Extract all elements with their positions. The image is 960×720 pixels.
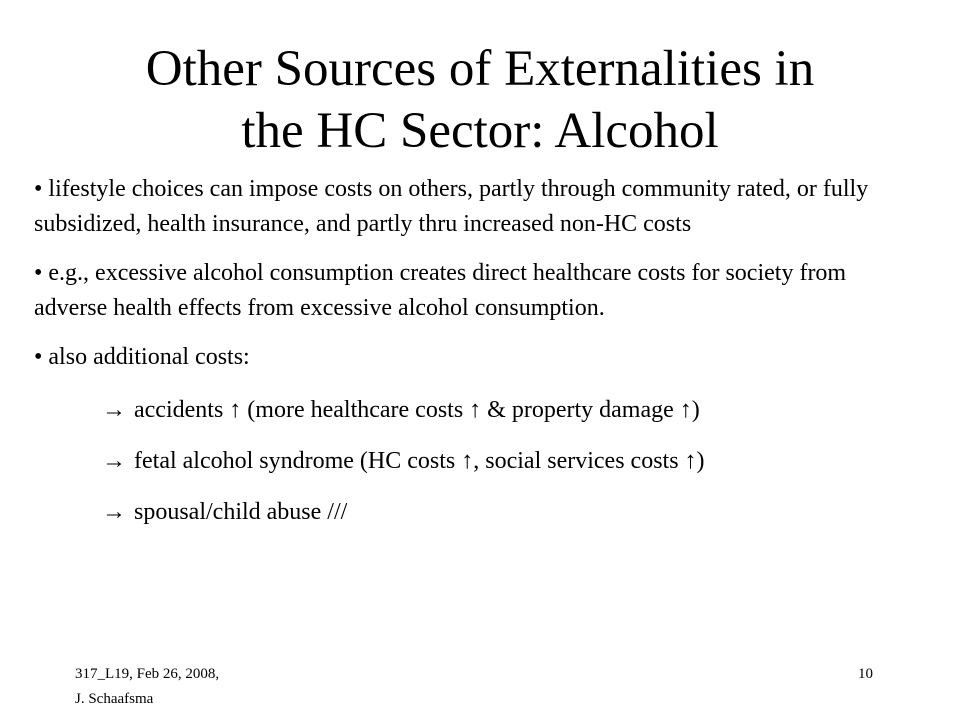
bullet-icon: • (34, 176, 43, 202)
bullet-text: also additional costs: (48, 344, 250, 370)
sub-item-text: fetal alcohol syndrome (HC costs ↑, social services costs ↑) (134, 448, 705, 474)
sub-item-spousal-child-abuse (34, 495, 914, 530)
arrow-right-icon: → (102, 499, 126, 525)
sub-item-fetal-alcohol-syndrome (34, 444, 914, 479)
arrow-right-icon: → (102, 448, 126, 474)
sub-item-text: accidents ↑ (more healthcare costs ↑ & property damage ↑) (134, 397, 700, 423)
bullet-icon: • (34, 260, 43, 286)
bullet-icon: • (34, 344, 43, 370)
sub-item-accidents (34, 393, 914, 428)
bullet-paragraph-additional-costs (34, 340, 914, 375)
slide-title-line-2: the HC Sector: Alcohol (241, 103, 719, 159)
footer-line-2: J. Schaafsma (75, 691, 154, 707)
sub-item-text: spousal/child abuse /// (134, 499, 348, 525)
slide-body (34, 172, 914, 530)
page-number: 10 (858, 666, 873, 682)
slide-title-line-1: Other Sources of Externalities in (145, 41, 815, 97)
footer-course-info (75, 662, 335, 712)
bullet-paragraph-example (34, 256, 914, 326)
slide-title (40, 38, 920, 162)
bullet-paragraph-lifestyle (34, 172, 914, 242)
arrow-right-icon: → (102, 397, 126, 423)
bullet-text: e.g., excessive alcohol consumption creates direct healthcare costs for society from adverse health effects from excessive alcohol consumption. (34, 260, 847, 321)
footer-line-1: 317_L19, Feb 26, 2008, (75, 666, 220, 682)
bullet-text: lifestyle choices can impose costs on others, partly through community rated, or fully subsidized, health insurance, and partly thru increased non-HC costs (34, 176, 869, 237)
